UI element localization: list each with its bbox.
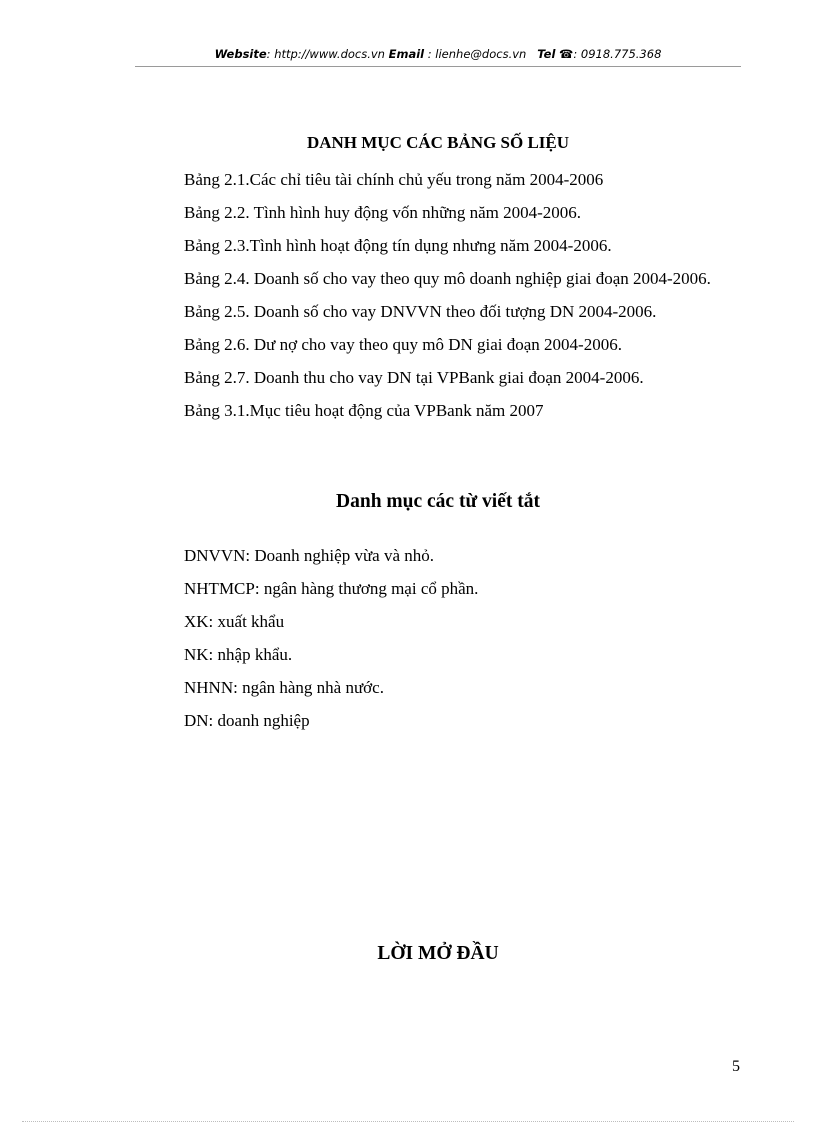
tables-section-title: DANH MỤC CÁC BẢNG SỐ LIỆU xyxy=(306,133,570,152)
list-item: NHNN: ngân hàng nhà nước. xyxy=(184,678,384,697)
page-number: 5 xyxy=(732,1058,740,1075)
list-item: Bảng 3.1.Mục tiêu hoạt động của VPBank năm 2007 xyxy=(184,401,544,420)
list-item: Bảng 2.1.Các chỉ tiêu tài chính chủ yếu trong năm 2004-2006 xyxy=(184,170,604,189)
list-item: Bảng 2.4. Doanh số cho vay theo quy mô doanh nghiệp giai đoạn 2004-2006. xyxy=(184,269,711,288)
phone-icon: ☎ xyxy=(559,47,574,61)
abbrev-section-title: Danh mục các từ viết tắt xyxy=(336,491,540,512)
abbrev-list xyxy=(184,539,744,737)
list-item: Bảng 2.3.Tình hình hoạt động tín dụng nhưng năm 2004-2006. xyxy=(184,236,612,255)
intro-title: LỜI MỞ ĐẦU xyxy=(377,943,499,964)
list-item: DNVVN: Doanh nghiệp vừa và nhỏ. xyxy=(184,546,435,565)
list-item: NHTMCP: ngân hàng thương mại cổ phần. xyxy=(184,579,479,598)
header-divider xyxy=(135,66,741,67)
footer-divider xyxy=(22,1121,794,1122)
page-header xyxy=(135,47,741,61)
list-item: Bảng 2.2. Tình hình huy động vốn những năm 2004-2006. xyxy=(184,203,582,222)
list-item: Bảng 2.5. Doanh số cho vay DNVVN theo đối tượng DN 2004-2006. xyxy=(184,302,657,321)
tel-label: Tel xyxy=(537,47,556,61)
list-item: XK: xuất khẩu xyxy=(184,612,285,631)
list-item: NK: nhập khẩu. xyxy=(184,645,293,664)
tables-list xyxy=(184,163,744,427)
list-item: Bảng 2.6. Dư nợ cho vay theo quy mô DN giai đoạn 2004-2006. xyxy=(184,335,622,354)
list-item: Bảng 2.7. Doanh thu cho vay DN tại VPBank giai đoạn 2004-2006. xyxy=(184,368,644,387)
list-item: DN: doanh nghiệp xyxy=(184,711,310,730)
email-label: Email xyxy=(388,47,425,61)
website-value: : http://www.docs.vn xyxy=(266,47,385,61)
email-value: : lienhe@docs.vn xyxy=(424,47,527,61)
website-label: Website xyxy=(214,47,267,61)
tel-value: : 0918.775.368 xyxy=(573,47,662,61)
